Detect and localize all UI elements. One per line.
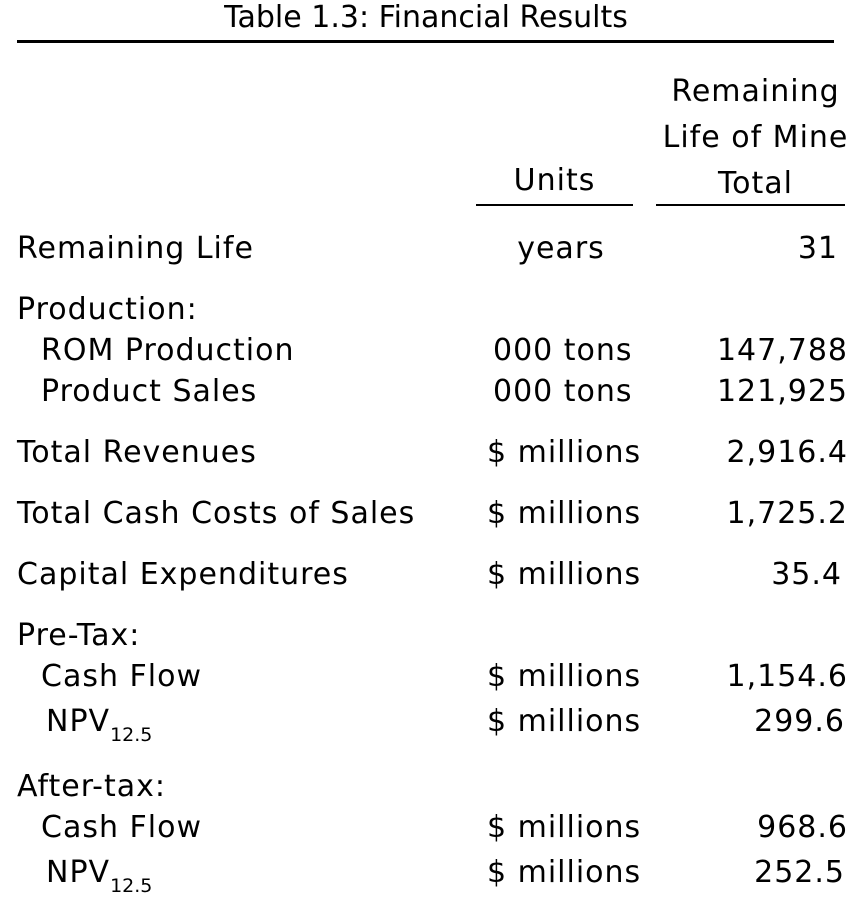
row-value: 1,154.6: [726, 659, 848, 694]
row-units: $ millions: [487, 704, 642, 739]
row-label: Product Sales: [41, 374, 258, 409]
header-units: Units: [513, 163, 596, 198]
header-units-rule: [476, 204, 633, 206]
row-value: 121,925: [716, 374, 848, 409]
row-units: years: [517, 231, 605, 266]
row-units: $ millions: [487, 496, 642, 531]
row-units: $ millions: [487, 855, 642, 890]
row-value: 2,916.4: [726, 435, 848, 470]
section-label: Pre-Tax:: [17, 618, 141, 653]
section-label: After-tax:: [17, 769, 166, 804]
section-label: Production:: [17, 292, 198, 327]
row-label: Total Cash Costs of Sales: [17, 496, 416, 531]
row-units: $ millions: [487, 810, 642, 845]
row-label: [46, 704, 153, 746]
row-value: 299.6: [754, 704, 845, 739]
row-label: ROM Production: [41, 333, 295, 368]
row-units: 000 tons: [493, 333, 633, 368]
row-label: Cash Flow: [41, 810, 202, 845]
row-value: 968.6: [757, 810, 848, 845]
row-units: $ millions: [487, 435, 642, 470]
header-total-line-3: Total: [717, 166, 794, 201]
npv-label: NPV: [46, 704, 111, 739]
row-value: 252.5: [754, 855, 845, 890]
row-label: Total Revenues: [17, 435, 257, 470]
row-units: 000 tons: [493, 374, 633, 409]
row-value: 1,725.2: [726, 496, 848, 531]
header-total: [656, 69, 852, 207]
row-value: 35.4: [771, 557, 842, 592]
header-total-line-2: Life of Mine: [662, 120, 849, 155]
header-total-rule: [656, 204, 845, 206]
row-label: Cash Flow: [41, 659, 202, 694]
row-units: $ millions: [487, 659, 642, 694]
npv-subscript: 12.5: [110, 724, 153, 746]
table-title: Table 1.3: Financial Results: [224, 0, 628, 35]
npv-label: NPV: [46, 855, 111, 890]
npv-subscript: 12.5: [110, 875, 153, 897]
row-label: Remaining Life: [17, 231, 254, 266]
header-total-line-1: Remaining: [671, 74, 840, 109]
row-value: 147,788: [716, 333, 848, 368]
row-label: [46, 855, 153, 897]
title-rule: [17, 40, 834, 43]
row-units: $ millions: [487, 557, 642, 592]
row-value: 31: [797, 231, 838, 266]
row-label: Capital Expenditures: [17, 557, 349, 592]
